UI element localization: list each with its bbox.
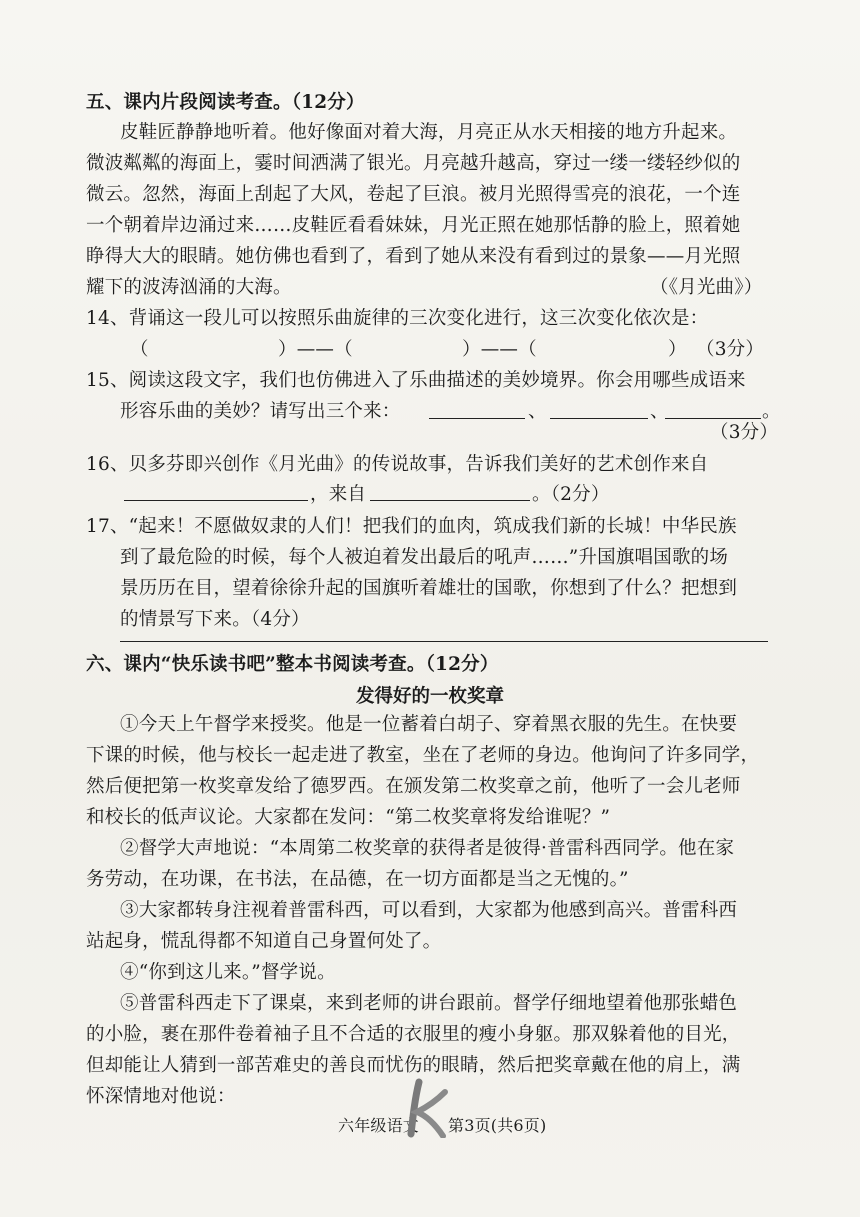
q14-paren-2: ）——（: [278, 339, 353, 360]
story-paragraph-line: 下课的时候，他与校长一起走进了教室，坐在了老师的身边。他询问了许多同学，: [86, 745, 760, 766]
question-16: 16、贝多芬即兴创作《月光曲》的传说故事，告诉我们美好的艺术创作来自: [86, 454, 709, 475]
question-17-line: 到了最危险的时候，每个人被迫着发出最后的吼声……”升国旗唱国歌的场: [120, 547, 729, 568]
story-paragraph-line: 站起身，慌乱得都不知道自己身置何处了。: [86, 931, 442, 952]
story-paragraph-line: 然后便把第一枚奖章发给了德罗西。在颁发第二枚奖章之前，他听了一会儿老师: [86, 776, 741, 797]
story-paragraph-line: 和校长的低声议论。大家都在发问：“第二枚奖章将发给谁呢？”: [86, 807, 611, 828]
story-paragraph-line: ①今天上午督学来授奖。他是一位蓄着白胡子、穿着黑衣服的先生。在快要: [120, 714, 738, 735]
q15-end: 。: [762, 401, 781, 422]
q15-prompt: 形容乐曲的美妙？请写出三个来：: [120, 401, 401, 422]
footer-page-number: 第3页(共6页): [448, 1116, 547, 1135]
footer-grade-subject: 六年级语文: [338, 1116, 420, 1135]
q15-answer-blank-2[interactable]: [550, 418, 648, 419]
story-paragraph-line: 但却能让人猜到一部苦难史的善良而忧伤的眼睛，然后把奖章戴在他的肩上，满: [86, 1055, 741, 1076]
q14-paren-4: ）: [668, 339, 687, 360]
q14-paren-1: （: [130, 339, 149, 360]
q14-paren-3: ）——（: [462, 339, 537, 360]
section5-heading: 五、课内片段阅读考查。（12分）: [86, 92, 365, 113]
passage-line: 皮鞋匠静静地听着。他好像面对着大海，月亮正从水天相接的地方升起来。: [120, 122, 738, 143]
passage-line: 睁得大大的眼睛。她仿佛也看到了，看到了她从来没有看到过的景象——月光照: [86, 246, 741, 267]
q15-score: （3分）: [710, 422, 779, 443]
watermark-k-logo-icon: [404, 1078, 454, 1138]
question-17: 17、“起来！不愿做奴隶的人们！把我们的血肉，筑成我们新的长城！中华民族: [86, 516, 737, 537]
story-paragraph-line: ④“你到这儿来。”督学说。: [120, 962, 336, 983]
q16-mid: ，来自: [310, 484, 367, 505]
q16-answer-blank-2[interactable]: [370, 500, 530, 501]
passage-source: （《月光曲》）: [650, 277, 763, 298]
question-17-line: 的情景写下来。（4分）: [120, 609, 310, 630]
story-paragraph-line: ⑤普雷科西走下了课桌，来到老师的讲台跟前。督学仔细地望着他那张蜡色: [120, 993, 738, 1014]
q16-answer-blank-1[interactable]: [124, 500, 308, 501]
question-14: 14、背诵这一段儿可以按照乐曲旋律的三次变化进行，这三次变化依次是：: [86, 308, 709, 329]
question-15: 15、阅读这段文字，我们也仿佛进入了乐曲描述的美妙境界。你会用哪些成语来: [86, 370, 746, 391]
q16-end: 。（2分）: [532, 484, 610, 505]
q15-sep-2: 、: [650, 401, 669, 422]
story-paragraph-line: 的小脸，裹在那件卷着袖子且不合适的衣服里的瘦小身躯。那双躲着他的目光，: [86, 1024, 741, 1045]
q15-sep-1: 、: [528, 401, 547, 422]
story-title: 发得好的一枚奖章: [355, 686, 504, 707]
q15-answer-blank-1[interactable]: [429, 418, 525, 419]
q17-answer-line[interactable]: [120, 641, 768, 642]
q15-answer-blank-3[interactable]: [665, 418, 761, 419]
story-paragraph-line: 怀深情地对他说：: [86, 1086, 236, 1107]
passage-line: 一个朝着岸边涌过来……皮鞋匠看看妹妹，月光正照在她那恬静的脸上，照着她: [86, 215, 741, 236]
section6-heading: 六、课内“快乐读书吧”整本书阅读考查。（12分）: [86, 654, 499, 675]
passage-line: 微云。忽然，海面上刮起了大风，卷起了巨浪。被月光照得雪亮的浪花，一个连: [86, 184, 741, 205]
passage-line: 耀下的波涛汹涌的大海。: [86, 277, 292, 298]
q14-score: （3分）: [696, 339, 765, 360]
story-paragraph-line: ③大家都转身注视着普雷科西，可以看到，大家都为他感到高兴。普雷科西: [120, 900, 738, 921]
question-17-line: 景历历在目，望着徐徐升起的国旗听着雄壮的国歌，你想到了什么？把想到: [120, 578, 738, 599]
story-paragraph-line: 务劳动，在功课，在书法，在品德，在一切方面都是当之无愧的。”: [86, 869, 629, 890]
story-paragraph-line: ②督学大声地说：“本周第二枚奖章的获得者是彼得·普雷科西同学。他在家: [120, 838, 735, 859]
passage-line: 微波粼粼的海面上，霎时间洒满了银光。月亮越升越高，穿过一缕一缕轻纱似的: [86, 153, 741, 174]
